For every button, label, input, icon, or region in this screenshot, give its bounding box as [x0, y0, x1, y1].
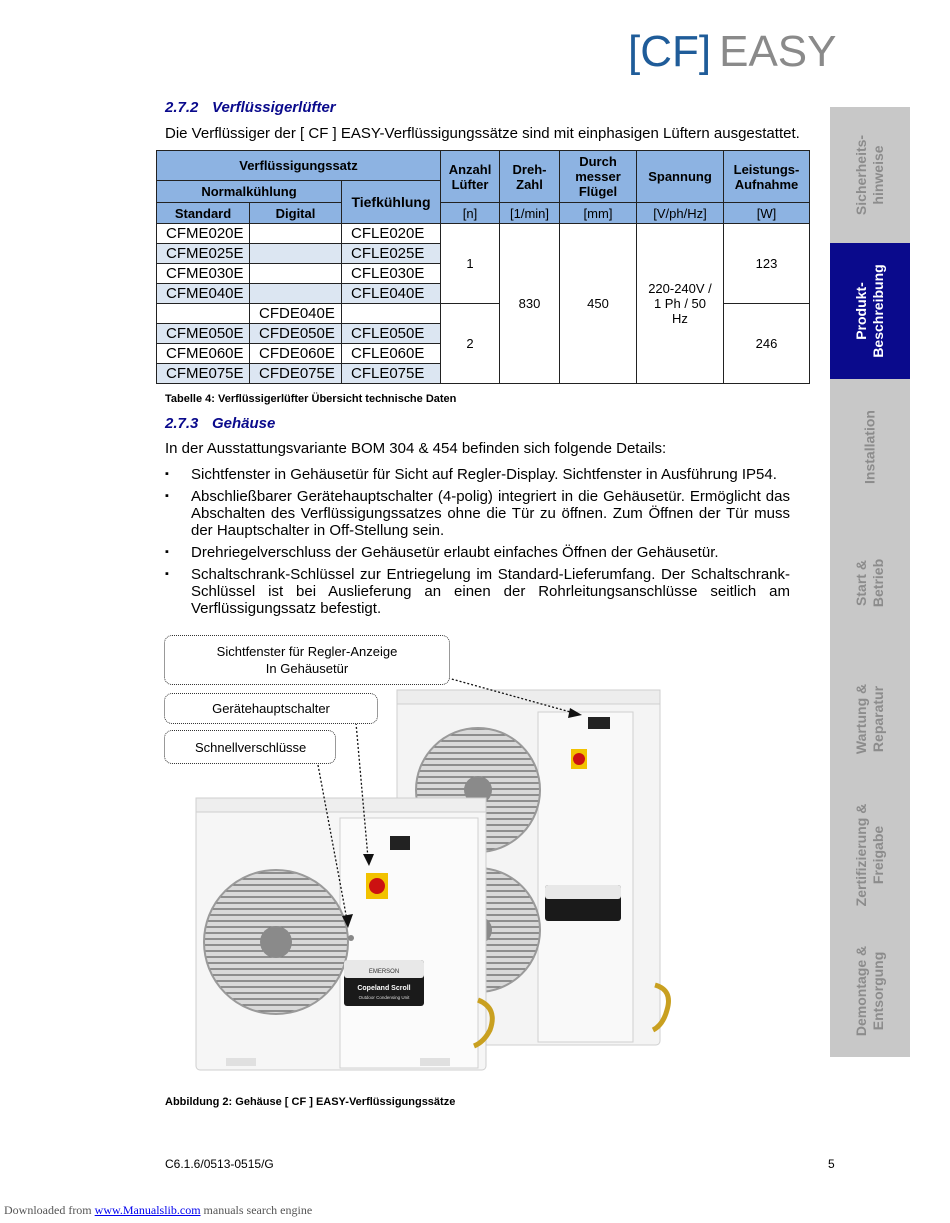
cell-deep: CFLE025E: [342, 244, 441, 264]
cell-deep: CFLE030E: [342, 264, 441, 284]
sidebar-tab-label: Start & Betrieb: [853, 558, 886, 608]
sidebar-tab-safety[interactable]: [830, 107, 910, 243]
detail-list: [165, 466, 790, 622]
logo-word: EASY: [719, 27, 837, 76]
header-voltage: Spannung: [637, 151, 724, 203]
cell-deep: CFLE050E: [342, 324, 441, 344]
unit-speed: [1/min]: [500, 203, 560, 224]
sidebar-tab-product-description[interactable]: [830, 243, 910, 379]
sidebar-tab-disposal[interactable]: [830, 923, 910, 1059]
unit-diameter: [mm]: [560, 203, 637, 224]
sidebar-tab-installation[interactable]: [830, 379, 910, 515]
cell-digital: [250, 244, 342, 264]
section-intro-272: Die Verflüssiger der [ CF ] EASY-Verflüssigungssätze sind mit einphasigen Lüftern ausgestattet.: [165, 125, 800, 142]
header-power: Leistungs-Aufnahme: [724, 151, 810, 203]
brand-logo: [628, 28, 837, 76]
cell-digital: [250, 284, 342, 304]
download-prefix: Downloaded from: [4, 1203, 92, 1217]
unit-label-subtitle: Outdoor Condensing Unit: [358, 995, 410, 1000]
callout-window-line1: Sichtfenster für Regler-Anzeige: [216, 644, 398, 659]
unit-label-brand: EMERSON: [368, 969, 400, 975]
cell-deep: CFLE075E: [342, 364, 441, 384]
sidebar-tab-certification[interactable]: [830, 787, 910, 923]
cell-power: 123: [724, 224, 810, 304]
cell-standard: CFME060E: [157, 344, 250, 364]
cell-fan-count: 2: [441, 304, 500, 384]
section-title: Verflüssigerlüfter: [212, 99, 336, 116]
page-number: 5: [828, 1157, 835, 1171]
cell-digital: [250, 264, 342, 284]
cell-standard: CFME040E: [157, 284, 250, 304]
section-number: 2.7.2: [165, 99, 199, 116]
download-note: [4, 1203, 312, 1218]
cell-deep: [342, 304, 441, 324]
table-caption: Tabelle 4: Verflüssigerlüfter Übersicht technische Daten: [165, 393, 457, 405]
header-condensing-unit: Verflüssigungssatz: [157, 151, 441, 181]
cell-deep: CFLE040E: [342, 284, 441, 304]
cell-power: 246: [724, 304, 810, 384]
unit-voltage: [V/ph/Hz]: [637, 203, 724, 224]
unit-label-product: Copeland Scroll: [357, 985, 411, 992]
header-standard: Standard: [157, 203, 250, 224]
callout-window-line2: In Gehäusetür: [265, 661, 349, 676]
sidebar-tab-start-operation[interactable]: [830, 515, 910, 651]
sidebar-tab-label: Sicherheits- hinweise: [853, 134, 886, 216]
callout-quick-latches: Schnellverschlüsse: [164, 730, 336, 764]
unit-power: [W]: [724, 203, 810, 224]
sidebar-tab-label: Produkt- Beschreibung: [853, 264, 886, 358]
cell-standard: CFME020E: [157, 224, 250, 244]
header-normal-cooling: Normalkühlung: [157, 181, 342, 203]
list-item: ▪ Drehriegelverschluss der Gehäusetür erlaubt einfaches Öffnen der Gehäusetür.: [165, 544, 790, 561]
cell-standard: CFME075E: [157, 364, 250, 384]
header-deep-cooling: Tiefkühlung: [342, 181, 441, 224]
section-intro-273: In der Ausstattungsvariante BOM 304 & 454 befinden sich folgende Details:: [165, 440, 667, 457]
header-digital: Digital: [250, 203, 342, 224]
sidebar-tab-maintenance[interactable]: [830, 651, 910, 787]
document-code: C6.1.6/0513-0515/G: [165, 1157, 274, 1171]
callout-main-switch: Gerätehauptschalter: [164, 693, 378, 724]
section-heading-273: [165, 415, 275, 432]
download-suffix: manuals search engine: [203, 1203, 313, 1217]
section-number: 2.7.3: [165, 415, 199, 432]
cell-standard: [157, 304, 250, 324]
header-diameter: Durch messer Flügel: [560, 151, 637, 203]
sidebar-tab-label: Demontage & Entsorgung: [853, 945, 886, 1037]
header-fan-count: Anzahl Lüfter: [441, 151, 500, 203]
sidebar-tab-label: Wartung & Reparatur: [853, 683, 886, 755]
figure-caption: Abbildung 2: Gehäuse [ CF ] EASY-Verflüssigungssätze: [165, 1096, 456, 1108]
fan-spec-table: [156, 150, 810, 384]
section-title: Gehäuse: [212, 415, 276, 432]
cell-diameter: 450: [560, 224, 637, 384]
logo-bracket: [CF]: [628, 27, 712, 76]
sidebar-tab-label: Zertifizierung & Freigabe: [853, 803, 886, 907]
cell-digital: CFDE050E: [250, 324, 342, 344]
cell-fan-count: 1: [441, 224, 500, 304]
list-item: ▪ Schaltschrank-Schlüssel zur Entriegelung im Standard-Lieferumfang. Der Schaltschrank-Schlüssel ist bei Auslieferung an einen der Rohrleitungsanschlüsse seitlich am Verflüssigungssatz befestigt.: [165, 566, 790, 617]
unit-fan-count: [n]: [441, 203, 500, 224]
cell-standard: CFME030E: [157, 264, 250, 284]
cell-speed: 830: [500, 224, 560, 384]
list-item: ▪ Abschließbarer Gerätehauptschalter (4-polig) integriert in die Gehäusetür. Ermöglicht das Abschalten des Verflüssigungssatzes ohne die Tür zu öffnen. Zum Öffnen der Tür muss der Hauptschalter in Off-Stellung sein.: [165, 488, 790, 539]
sidebar-tab-label: Installation: [861, 410, 878, 484]
manualslib-link[interactable]: www.Manualslib.com: [94, 1203, 201, 1217]
callout-display-window: [164, 635, 450, 685]
cell-voltage: 220-240V / 1 Ph / 50 Hz: [637, 224, 724, 384]
cell-digital: [250, 224, 342, 244]
cell-deep: CFLE060E: [342, 344, 441, 364]
table-row: [157, 224, 810, 244]
section-heading-272: [165, 99, 336, 116]
cell-standard: CFME050E: [157, 324, 250, 344]
cell-digital: CFDE040E: [250, 304, 342, 324]
cell-digital: CFDE075E: [250, 364, 342, 384]
header-speed: Dreh-Zahl: [500, 151, 560, 203]
cell-deep: CFLE020E: [342, 224, 441, 244]
list-item: ▪ Sichtfenster in Gehäusetür für Sicht auf Regler-Display. Sichtfenster in Ausführung IP54.: [165, 466, 790, 483]
cell-digital: CFDE060E: [250, 344, 342, 364]
condensing-units-illustration: [160, 620, 700, 1090]
cell-standard: CFME025E: [157, 244, 250, 264]
front-unit: [196, 798, 492, 1070]
